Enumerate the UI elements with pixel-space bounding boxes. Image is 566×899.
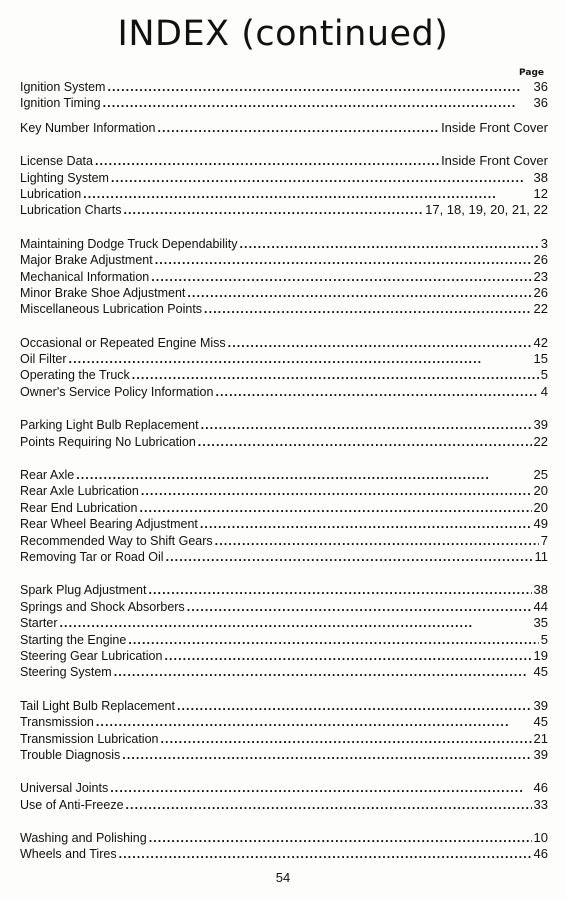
index-entry-label: Owner's Service Policy Information — [20, 384, 214, 399]
index-entry-page: 5 — [540, 631, 548, 647]
index-entry-label: Transmission — [20, 715, 94, 730]
dot-leader — [240, 236, 539, 252]
dot-leader — [123, 202, 423, 218]
index-entry — [20, 714, 548, 730]
index-entry-label: Steering System — [20, 665, 112, 680]
index-entry-page: 38 — [533, 169, 548, 185]
index-entry — [20, 830, 548, 846]
index-entry-label: License Data — [20, 154, 93, 169]
dot-leader — [122, 747, 531, 763]
index-entry-page: 12 — [533, 185, 548, 201]
index-entry-label: Oil Filter — [20, 352, 67, 367]
index-group — [20, 780, 548, 813]
index-entry — [20, 301, 548, 317]
index-entry-page: 15 — [533, 351, 548, 367]
index-group — [20, 120, 548, 136]
page-number: 54 — [275, 870, 291, 885]
index-entry — [20, 170, 548, 186]
index-entry-label: Maintaining Dodge Truck Dependability — [20, 236, 238, 251]
index-group — [20, 582, 548, 680]
dot-leader — [83, 186, 531, 202]
dot-leader — [69, 351, 532, 367]
index-entry-page: 39 — [533, 746, 548, 762]
index-entry — [20, 335, 548, 351]
index-entry — [20, 384, 548, 400]
index-entry — [20, 95, 548, 111]
index-entry-page: 10 — [533, 830, 548, 846]
index-entry-page: Inside Front Cover — [441, 153, 548, 169]
index-entry-page: 7 — [540, 532, 548, 548]
index-entry-label: Washing and Polishing — [20, 831, 147, 846]
index-entry-page: 26 — [533, 252, 548, 268]
page-title: INDEX (continued) — [117, 14, 449, 54]
index-entry — [20, 252, 548, 268]
index-entry — [20, 632, 548, 648]
index-entry — [20, 780, 548, 796]
index-entry — [20, 516, 548, 532]
index-entry-label: Tail Light Bulb Replacement — [20, 698, 175, 713]
index-entry-page: 42 — [533, 334, 548, 350]
index-entry — [20, 599, 548, 615]
dot-leader — [198, 434, 532, 450]
dot-leader — [155, 252, 532, 268]
index-entry — [20, 648, 548, 664]
index-entry-page: Inside Front Cover — [441, 119, 548, 135]
index-entry — [20, 747, 548, 763]
index-entry-page: 36 — [533, 79, 548, 94]
dot-leader — [157, 120, 439, 136]
dot-leader — [119, 846, 532, 862]
index-entry-label: Springs and Shock Absorbers — [20, 599, 185, 614]
index-entry — [20, 186, 548, 202]
index-group — [20, 79, 548, 112]
index-entry — [20, 615, 548, 631]
index-entry — [20, 285, 548, 301]
index-entry-page: 23 — [533, 268, 548, 284]
index-entry-label: Transmission Lubrication — [20, 731, 159, 746]
index-entry-page: 33 — [533, 796, 548, 812]
index-entry-page: 17, 18, 19, 20, 21, 22 — [425, 202, 548, 218]
index-entry-label: Trouble Diagnosis — [20, 747, 121, 762]
index-group — [20, 417, 548, 450]
index-entry-label: Lubrication — [20, 186, 82, 201]
index-entry-label: Recommended Way to Shift Gears — [20, 533, 213, 548]
index-entry-page: 46 — [533, 780, 548, 796]
dot-leader — [164, 648, 531, 664]
dot-leader — [148, 582, 531, 598]
index-entry-page: 44 — [533, 598, 548, 614]
index-entry-page: 22 — [533, 301, 548, 317]
index-entry-page: 45 — [533, 714, 548, 730]
index-group — [20, 830, 548, 863]
index-entry-page: 35 — [533, 615, 548, 631]
index-entry-page: 25 — [533, 467, 548, 483]
dot-leader — [215, 533, 539, 549]
index-entry — [20, 533, 548, 549]
index-entry-label: Rear Axle — [20, 468, 75, 483]
index-list — [20, 79, 548, 863]
index-group — [20, 698, 548, 764]
index-entry-page: 4 — [540, 383, 548, 399]
index-entry-label: Universal Joints — [20, 781, 109, 796]
index-entry-label: Starter — [20, 616, 58, 631]
index-entry-page: 20 — [533, 499, 548, 515]
index-entry-label: Miscellaneous Lubrication Points — [20, 302, 203, 317]
index-entry-page: 39 — [533, 697, 548, 713]
index-entry — [20, 797, 548, 813]
index-entry-label: Wheels and Tires — [20, 847, 117, 862]
index-entry-page: 36 — [533, 95, 548, 111]
dot-leader — [177, 698, 532, 714]
index-entry-page: 39 — [533, 417, 548, 433]
dot-leader — [228, 335, 532, 351]
index-entry-page: 45 — [533, 664, 548, 680]
dot-leader — [149, 830, 532, 846]
index-entry-page: 26 — [533, 284, 548, 300]
index-entry-label: Lighting System — [20, 170, 109, 185]
index-entry-label: Mechanical Information — [20, 269, 150, 284]
dot-leader — [128, 632, 538, 648]
index-entry-page: 20 — [533, 483, 548, 499]
index-entry — [20, 269, 548, 285]
dot-leader — [126, 797, 532, 813]
index-entry — [20, 467, 548, 483]
index-entry-label: Key Number Information — [20, 120, 156, 135]
dot-leader — [96, 714, 532, 730]
dot-leader — [187, 599, 532, 615]
dot-leader — [201, 417, 532, 433]
index-entry-page: 11 — [534, 548, 548, 564]
index-entry-page: 46 — [533, 846, 548, 862]
index-group — [20, 335, 548, 401]
index-entry-label: Rear Wheel Bearing Adjustment — [20, 517, 198, 532]
index-entry — [20, 664, 548, 680]
index-entry — [20, 698, 548, 714]
dot-leader — [141, 483, 532, 499]
dot-leader — [110, 780, 531, 796]
dot-leader — [187, 285, 531, 301]
dot-leader — [166, 549, 533, 565]
dot-leader — [103, 95, 532, 111]
page-column-header: Page — [519, 68, 544, 78]
index-entry-label: Spark Plug Adjustment — [20, 583, 147, 598]
index-group — [20, 467, 548, 565]
index-entry-label: Steering Gear Lubrication — [20, 648, 163, 663]
index-entry — [20, 846, 548, 862]
dot-leader — [95, 153, 439, 169]
index-entry-page: 38 — [533, 582, 548, 598]
index-entry-label: Ignition Timing — [20, 96, 101, 111]
index-entry — [20, 434, 548, 450]
index-entry — [20, 120, 548, 136]
index-entry — [20, 500, 548, 516]
index-entry-label: Starting the Engine — [20, 632, 127, 647]
index-entry-label: Parking Light Bulb Replacement — [20, 418, 199, 433]
index-entry-page: 49 — [533, 516, 548, 532]
index-entry — [20, 367, 548, 383]
index-entry — [20, 549, 548, 565]
index-entry-page: 5 — [540, 367, 548, 383]
index-entry-label: Occasional or Repeated Engine Miss — [20, 335, 226, 350]
index-entry-label: Minor Brake Shoe Adjustment — [20, 285, 186, 300]
index-entry — [20, 351, 548, 367]
index-entry-label: Operating the Truck — [20, 368, 130, 383]
index-entry — [20, 236, 548, 252]
dot-leader — [200, 516, 532, 532]
index-entry-page: 19 — [533, 647, 548, 663]
index-entry — [20, 202, 548, 218]
index-entry-page: 22 — [533, 433, 548, 449]
index-entry-label: Rear Axle Lubrication — [20, 484, 139, 499]
index-entry — [20, 731, 548, 747]
index-entry-label: Ignition System — [20, 80, 106, 94]
dot-leader — [132, 367, 539, 383]
dot-leader — [204, 301, 531, 317]
index-entry — [20, 417, 548, 433]
index-entry-page: 3 — [540, 235, 548, 251]
dot-leader — [114, 664, 532, 680]
index-entry-label: Removing Tar or Road Oil — [20, 549, 164, 564]
dot-leader — [151, 269, 531, 285]
index-group — [20, 153, 548, 219]
index-entry-page: 21 — [533, 730, 548, 746]
index-entry-label: Rear End Lubrication — [20, 500, 138, 515]
index-entry — [20, 483, 548, 499]
dot-leader — [76, 467, 531, 483]
index-entry-label: Points Requiring No Lubrication — [20, 434, 196, 449]
index-entry-label: Use of Anti-Freeze — [20, 797, 124, 812]
dot-leader — [215, 384, 538, 400]
index-entry-label: Major Brake Adjustment — [20, 253, 153, 268]
dot-leader — [60, 615, 532, 631]
dot-leader — [107, 79, 531, 95]
index-group — [20, 236, 548, 318]
index-entry — [20, 582, 548, 598]
dot-leader — [160, 731, 531, 747]
index-entry — [20, 79, 548, 95]
dot-leader — [139, 500, 531, 516]
index-entry-label: Lubrication Charts — [20, 203, 122, 218]
index-entry — [20, 153, 548, 169]
dot-leader — [111, 170, 532, 186]
